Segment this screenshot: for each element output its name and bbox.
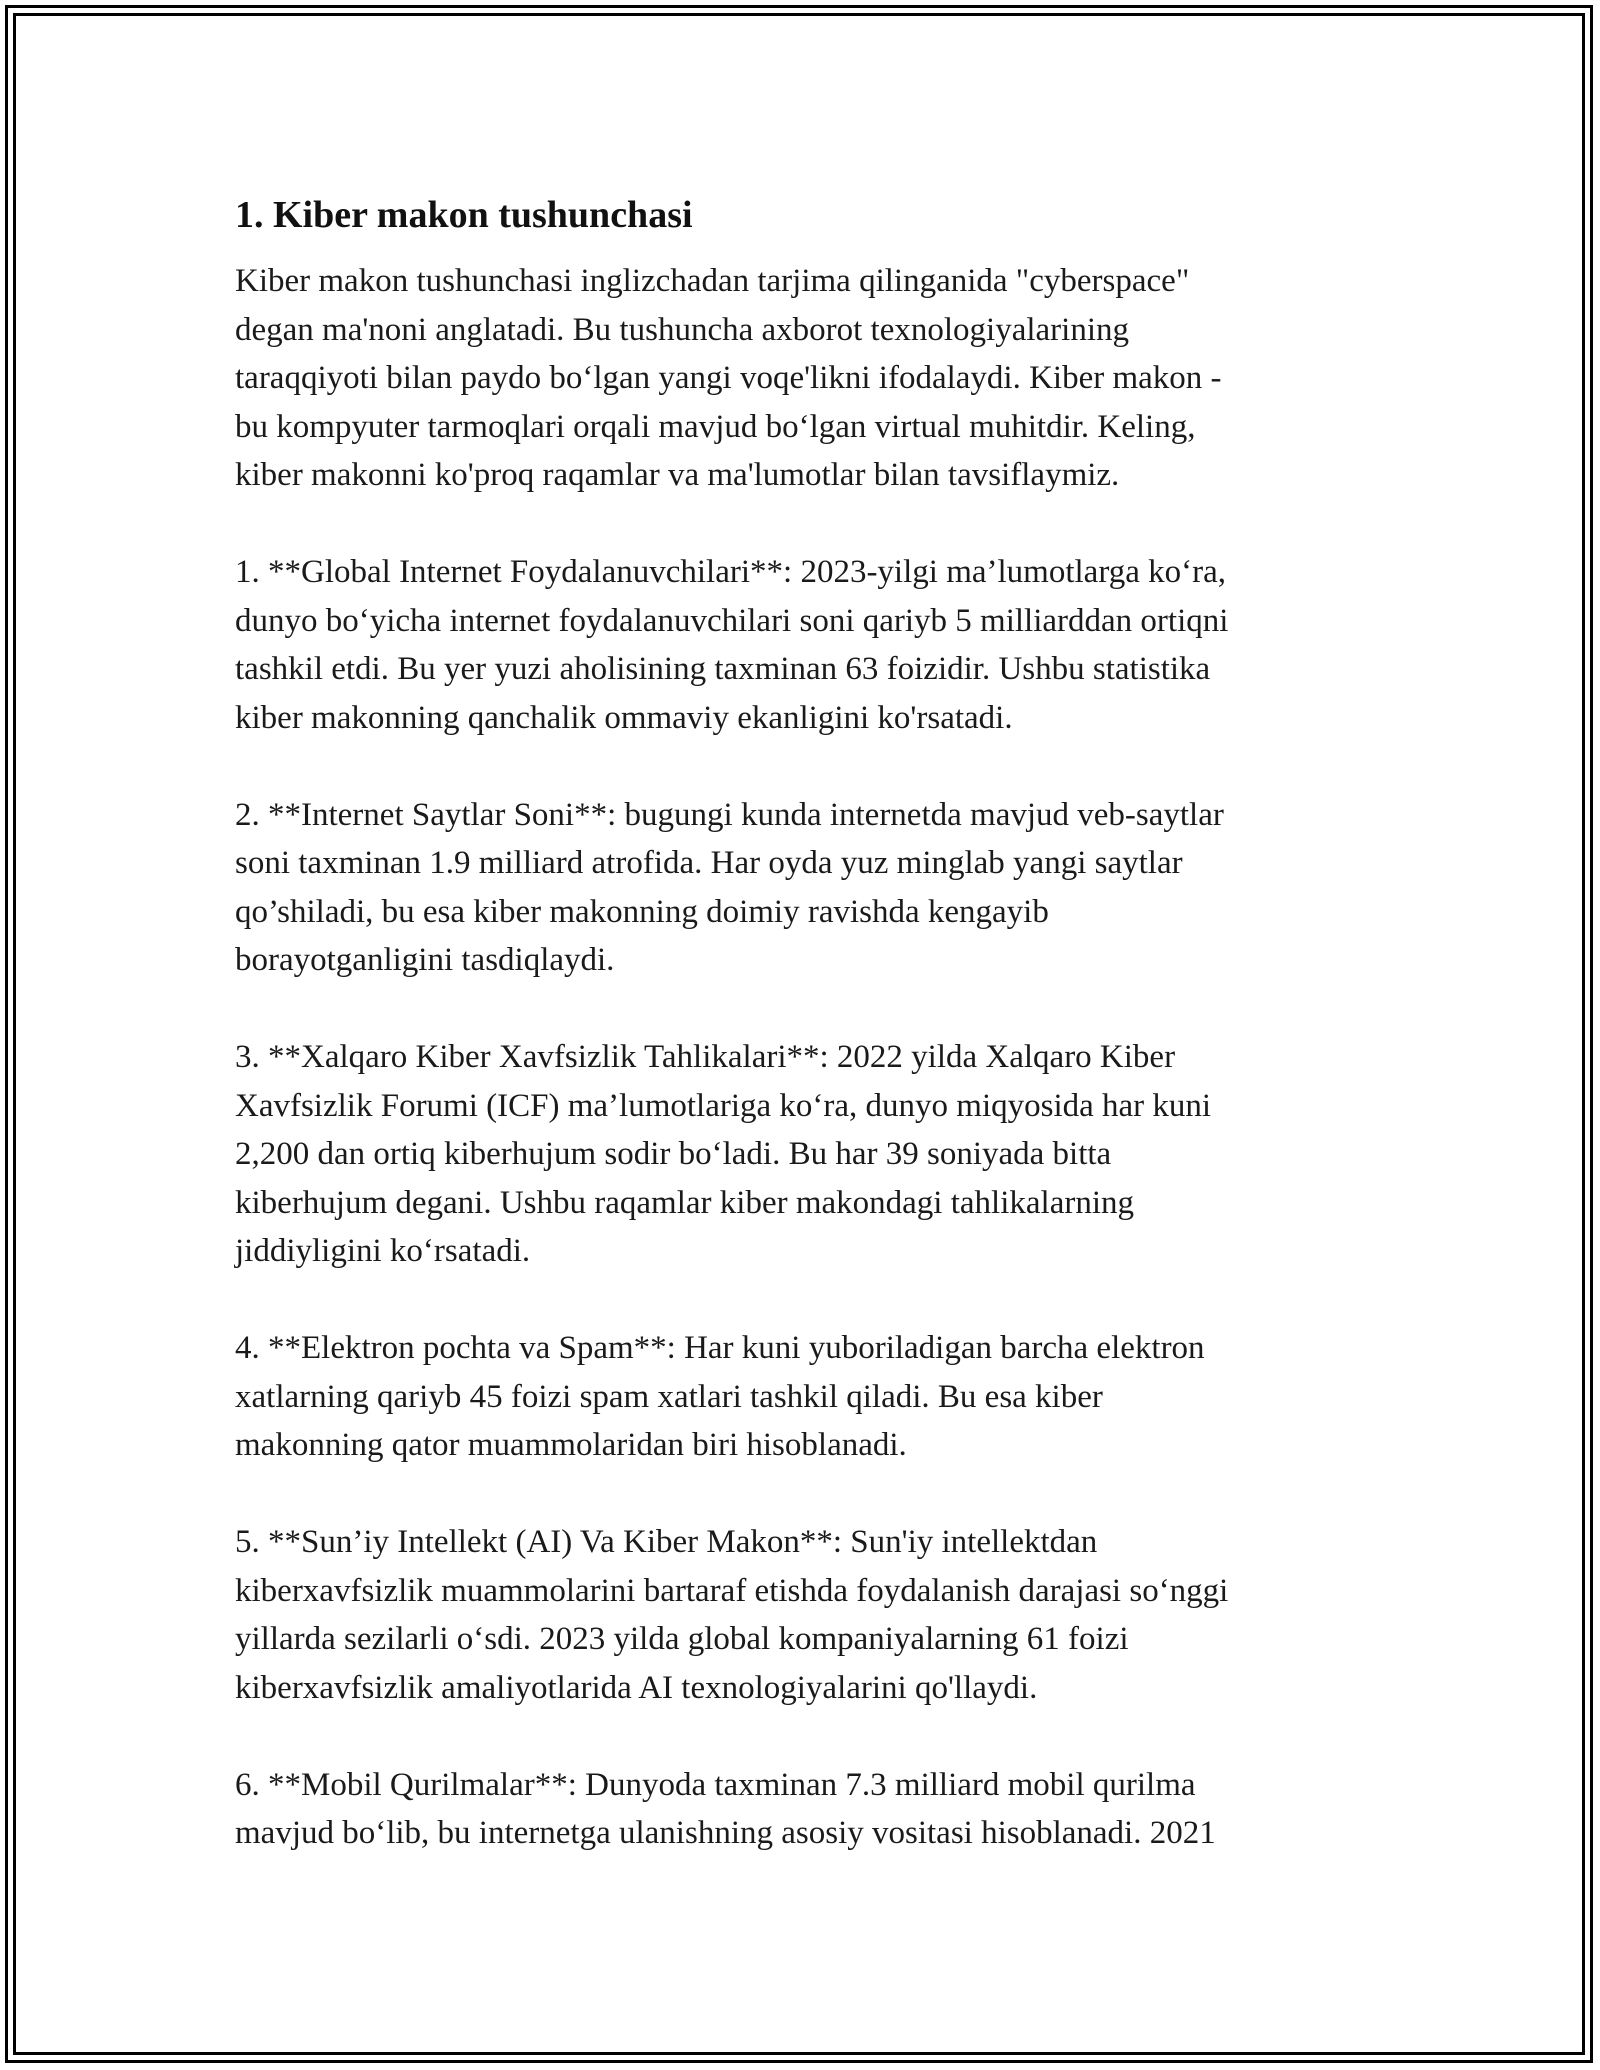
list-paragraph-3 — [235, 1033, 1365, 1276]
text-line: tashkil etdi. Bu yer yuzi aholisining taxminan 63 foizidir. Ushbu statistika — [235, 651, 1211, 687]
section-heading: 1. Kiber makon tushunchasi — [235, 194, 693, 236]
text-line: degan ma'noni anglatadi. Bu tushuncha axborot texnologiyalarining — [235, 311, 1129, 348]
text-line: 5. **Sun’iy Intellekt (AI) Va Kiber Makon**: Sun'iy intellektdan — [235, 1524, 1098, 1560]
list-paragraph-6 — [235, 1761, 1365, 1858]
text-line: kiber makonning qanchalik ommaviy ekanligini ko'rsatadi. — [235, 699, 1013, 736]
text-line: kiber makonni ko'proq raqamlar va ma'lumotlar bilan tavsiflaymiz. — [235, 457, 1120, 493]
text-line: 1. **Global Internet Foydalanuvchilari**: 2023-yilgi ma’lumotlarga ko‘ra, — [235, 554, 1226, 590]
text-line: taraqqiyoti bilan paydo bo‘lgan yangi voqe'likni ifodalaydi. Kiber makon - — [235, 360, 1222, 396]
text-line: jiddiyligini ko‘rsatadi. — [235, 1233, 531, 1269]
text-line: borayotganligini tasdiqlaydi. — [235, 942, 615, 978]
text-line: dunyo bo‘yicha internet foydalanuvchilari soni qariyb 5 milliarddan ortiqni — [235, 602, 1229, 639]
list-paragraph-1 — [235, 548, 1365, 742]
text-line: kiberxavfsizlik amaliyotlarida AI texnologiyalarini qo'llaydi. — [235, 1669, 1038, 1706]
text-line: qo’shiladi, bu esa kiber makonning doimiy ravishda kengayib — [235, 893, 1049, 930]
text-line: kiberhujum degani. Ushbu raqamlar kiber makondagi tahlikalarning — [235, 1184, 1134, 1221]
text-line: makonning qator muammolaridan biri hisoblanadi. — [235, 1427, 907, 1463]
text-line: Xavfsizlik Forumi (ICF) ma’lumotlariga ko‘ra, dunyo miqyosida har kuni — [235, 1087, 1212, 1124]
intro-paragraph — [235, 257, 1365, 500]
text-line: soni taxminan 1.9 milliard atrofida. Har oyda yuz minglab yangi saytlar — [235, 845, 1183, 881]
list-paragraph-2 — [235, 791, 1365, 985]
text-line: 2. **Internet Saytlar Soni**: bugungi kunda internetda mavjud veb-saytlar — [235, 796, 1224, 833]
text-line: xatlarning qariyb 45 foizi spam xatlari tashkil qiladi. Bu esa kiber — [235, 1378, 1103, 1415]
list-paragraph-4 — [235, 1324, 1365, 1470]
text-line: kiberxavfsizlik muammolarini bartaraf etishda foydalanish darajasi so‘nggi — [235, 1572, 1229, 1609]
text-line: 4. **Elektron pochta va Spam**: Har kuni yuboriladigan barcha elektron — [235, 1330, 1205, 1366]
document-body — [235, 185, 1365, 1906]
list-paragraph-5 — [235, 1518, 1365, 1712]
text-line: yillarda sezilarli o‘sdi. 2023 yilda global kompaniyalarning 61 foizi — [235, 1621, 1129, 1657]
text-line: 6. **Mobil Qurilmalar**: Dunyoda taxminan 7.3 milliard mobil qurilma — [235, 1766, 1196, 1803]
text-line: 3. **Xalqaro Kiber Xavfsizlik Tahlikalari**: 2022 yilda Xalqaro Kiber — [235, 1039, 1176, 1075]
text-line: mavjud bo‘lib, bu internetga ulanishning asosiy vositasi hisoblanadi. 2021 — [235, 1815, 1216, 1851]
text-line: Kiber makon tushunchasi inglizchadan tarjima qilinganida "cyberspace" — [235, 263, 1190, 299]
text-line: bu kompyuter tarmoqlari orqali mavjud bo‘lgan virtual muhitdir. Keling, — [235, 408, 1196, 445]
text-line: 2,200 dan ortiq kiberhujum sodir bo‘ladi. Bu har 39 soniyada bitta — [235, 1136, 1112, 1172]
